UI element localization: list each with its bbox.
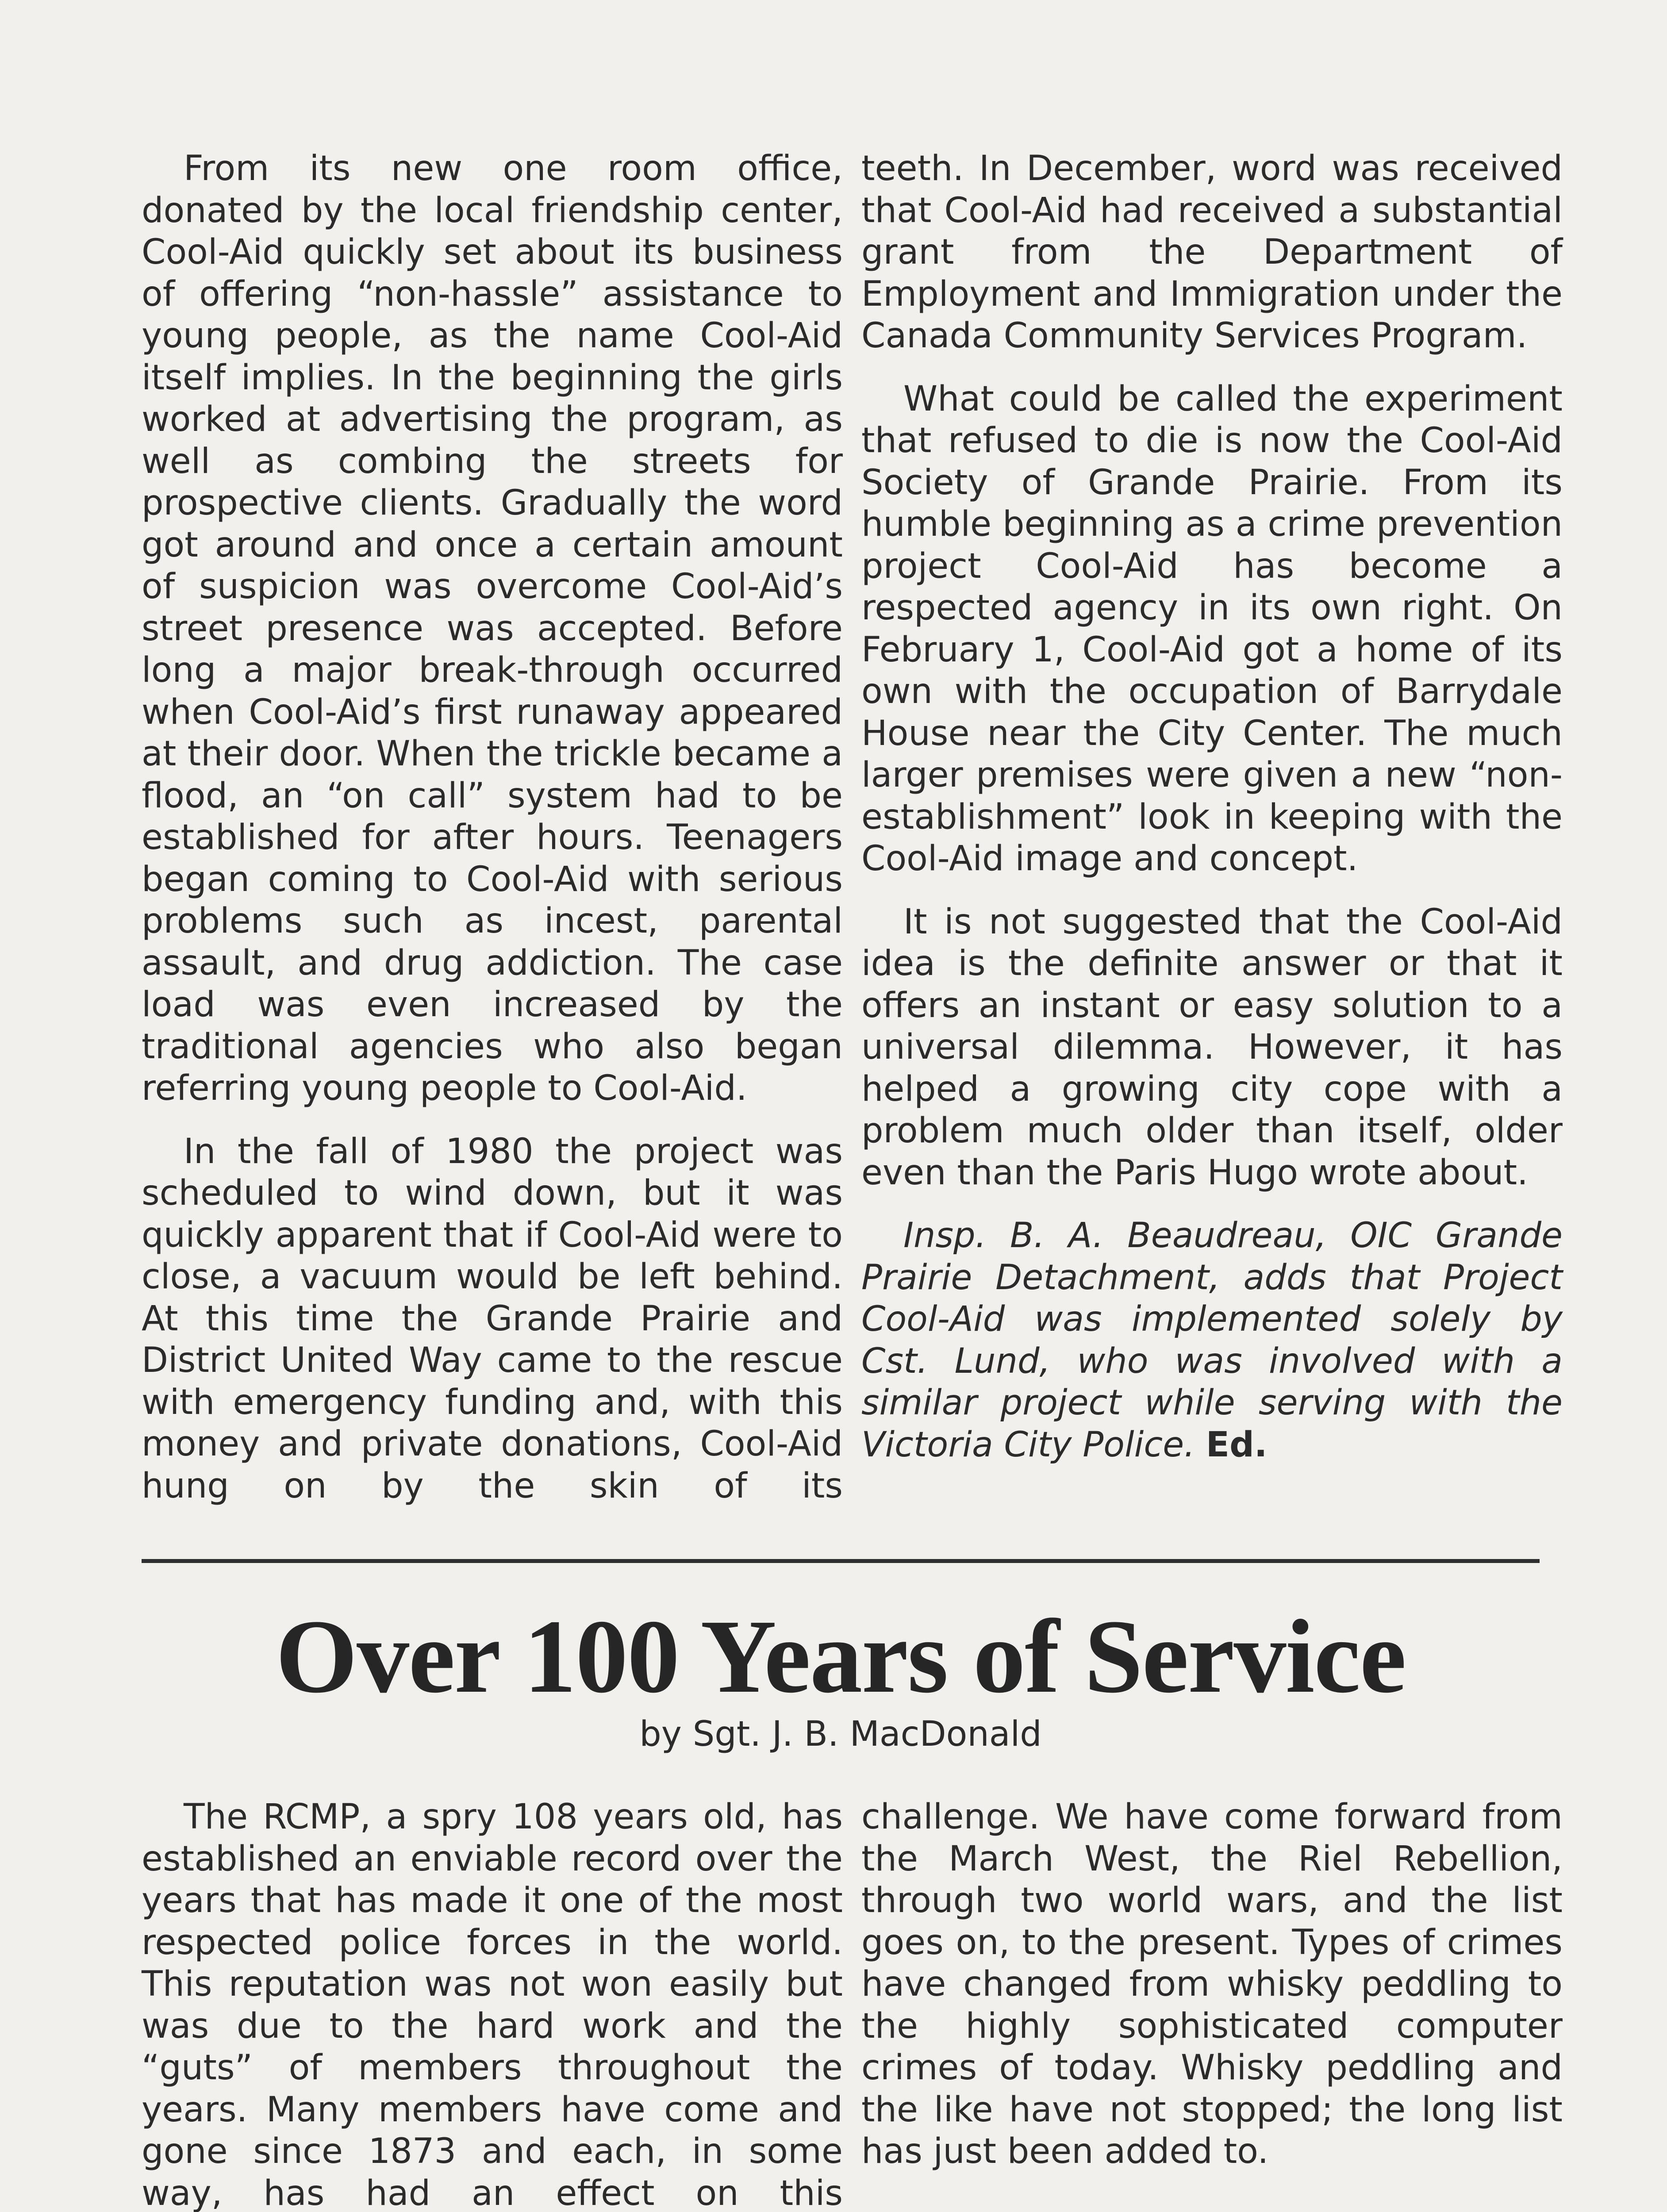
paragraph: It is not suggested that the Cool-Aid idea is the definite answer or that it offers an instant or easy solution to a universal dilemma. However, it has helped a growing city cope with a problem much older than itself, older even than the Paris Hugo wrote about.: [861, 902, 1563, 1193]
editor-note: [861, 1215, 1563, 1466]
paragraph: teeth. In December, word was received that Cool-Aid had received a substantial grant from the Department of Employment and Immigration under the Canada Community Services Program.: [861, 149, 1563, 356]
paragraph: The RCMP, a spry 108 years old, has established an enviable record over the years that has made it one of the most respected police forces in the world. This reputation was not won easily but was due to the hard work and the “guts” of members throughout the years. Many members have come and gone since 1873 and each, in some way, has had an effect on this: [142, 1797, 843, 2212]
section-divider: [142, 1559, 1540, 1563]
paragraph: In the fall of 1980 the project was scheduled to wind down, but it was quickly apparent that if Cool-Aid were to close, a vacuum would be left behind. At this time the Grande Prairie and District United Way came to the rescue with emergency funding and, with this money and private donations, Cool-Aid hung on by the skin of its: [142, 1131, 843, 1506]
column-top-left: [142, 148, 843, 1507]
editor-note-text: Insp. B. A. Beaudreau, OIC Grande Prairie Detachment, adds that Project Cool-Aid was implemented solely by Cst. Lund, who was involved with a similar project while serving with the Victoria City Police.: [861, 1216, 1563, 1465]
paragraph: What could be called the experiment that refused to die is now the Cool-Aid Society of Grande Prairie. From its humble beginning as a crime prevention project Cool-Aid has become a respected agency in its own right. On February 1, Cool-Aid got a home of its own with the occupation of Barrydale House near the City Center. The much larger premises were given a new “non-establishment” look in keeping with the Cool-Aid image and concept.: [861, 379, 1563, 879]
column-bottom-right: [861, 1796, 1563, 2212]
paragraph: challenge. We have come forward from the March West, the Riel Rebellion, through two world wars, and the list goes on, to the present. Types of crimes have changed from whisky peddling to the highly sophisticated computer crimes of today. Whisky peddling and the like have not stopped; the long list has just been added to.: [861, 1797, 1563, 2171]
article-title: Over 100 Years of Service: [276, 1598, 1406, 1715]
column-bottom-left: [142, 1796, 843, 2212]
paragraph: From its new one room office, donated by the local friendship center, Cool-Aid quickly set about its business of offering “non-hassle” assistance to young people, as the name Cool-Aid itself implies. In the beginning the girls worked at advertising the program, as well as combing the streets for prospective clients. Gradually the word got around and once a certain amount of suspicion was overcome Cool-Aid’s street presence was accepted. Before long a major break-through occurred when Cool-Aid’s first runaway appeared at their door. When the trickle became a flood, an “on call” system had to be established for after hours. Teenagers began coming to Cool-Aid with serious problems such as incest, parental assault, and drug addiction. The case load was even increased by the traditional agencies who also began referring young people to Cool-Aid.: [142, 149, 843, 1108]
editor-tag: Ed.: [1206, 1425, 1268, 1465]
column-top-right: [861, 148, 1563, 1466]
article-byline: by Sgt. J. B. MacDonald: [639, 1714, 1042, 1754]
